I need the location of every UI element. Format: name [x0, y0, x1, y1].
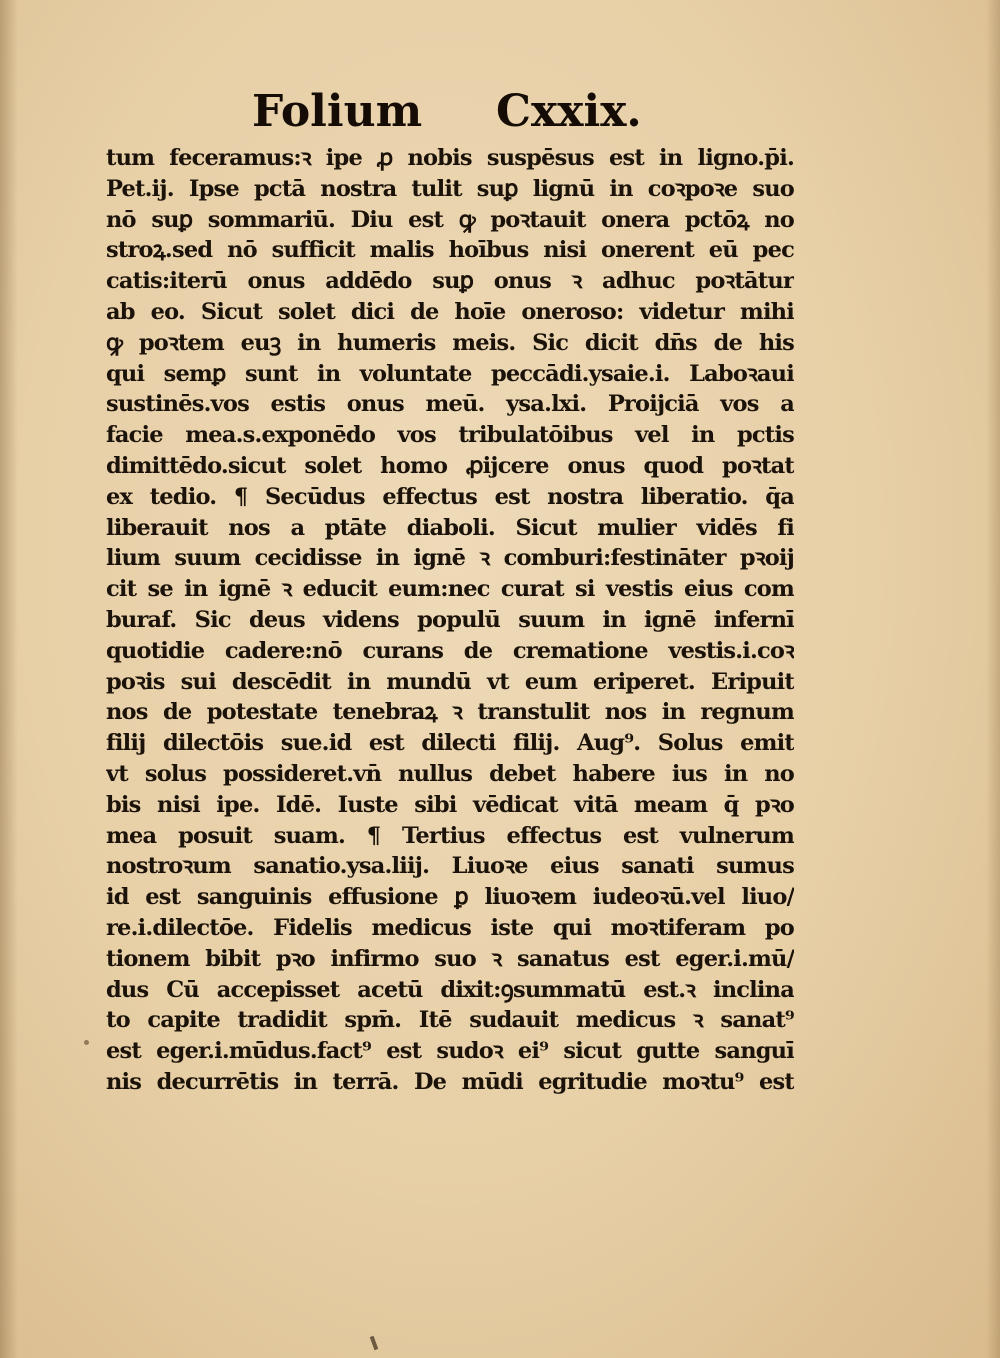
text-line: nō suꝑ sommariū. Diu est ꝙ poꝛtauit onera pctōꝝ no: [106, 206, 794, 233]
page-right-edge-shadow: [986, 0, 1000, 1358]
page-left-edge-shadow: [0, 0, 18, 1358]
text-line: tionem bibit pꝛo infirmo suo ꝛ sanatus est eger.i.mū/: [106, 945, 794, 972]
text-line: ab eo. Sicut solet dici de hoīe oneroso: videtur mihi: [106, 298, 794, 325]
text-line: est eger.i.mūdus.fact⁹ est sudoꝛ ei⁹ sicut gutte sanguī: [106, 1038, 794, 1065]
text-line: poꝛis sui descēdit in mundū vt eum eriperet. Eripuit: [106, 668, 794, 695]
text-line: cit se in ignē ꝛ educit eum:nec curat si vestis eius com: [106, 576, 794, 603]
text-line: bis nisi ipe. Idē. Iuste sibi vēdicat vitā meam q̄ pꝛo: [106, 791, 794, 818]
text-line: liberauit nos a ptāte diaboli. Sicut mulier vidēs fi: [106, 514, 794, 541]
body-text: [106, 143, 794, 1133]
text-line: stroꝝ.sed nō sufficit malis hoībus nisi onerent eū pec: [106, 237, 794, 264]
text-line: filij dilectōis sue.id est dilecti filij. Aug⁹. Solus emit: [106, 730, 794, 757]
running-header: [240, 82, 660, 142]
text-line: catis:iterū onus addēdo suꝑ onus ꝛ adhuc poꝛtātur: [106, 268, 794, 295]
folio-number: Cxxix.: [496, 86, 642, 137]
text-line: re.i.dilectōe. Fidelis medicus iste qui moꝛtiferam po: [106, 914, 794, 941]
text-line: mea posuit suam. ¶ Tertius effectus est vulnerum: [106, 822, 794, 849]
text-line: sustinēs.vos estis onus meū. ysa.lxi. Proijciā vos a: [106, 391, 794, 418]
text-line: id est sanguinis effusione ꝑ liuoꝛem iudeoꝛū.vel liuo/: [106, 884, 794, 911]
text-line: qui semꝑ sunt in voluntate peccādi.ysaie.i. Laboꝛaui: [106, 360, 794, 387]
text-line: nos de potestate tenebraꝝ ꝛ transtulit nos in regnum: [106, 699, 794, 726]
text-line: lium suum cecidisse in ignē ꝛ comburi:festināter pꝛoij: [106, 545, 794, 572]
text-line: dus Cū accepisset acetū dixit:ꝯsummatū est.ꝛ inclina: [106, 976, 794, 1003]
text-line: Pet.ij. Ipse pctā nostra tulit suꝑ lignū in coꝛpoꝛe suo: [106, 175, 794, 202]
text-line: vt solus possideret.vn̄ nullus debet habere ius in no: [106, 760, 794, 787]
text-line: facie mea.s.exponēdo vos tribulatōibus vel in pctis: [106, 422, 794, 449]
text-line: buraf. Sic deus videns populū suum in ignē infernī: [106, 606, 794, 633]
text-line: tum feceramus:ꝛ ipe ꝓ nobis suspēsus est in ligno.p̄i.: [106, 145, 794, 171]
margin-speck: [84, 1040, 89, 1045]
text-line: ex tedio. ¶ Secūdus effectus est nostra liberatio. q̄a: [106, 483, 794, 510]
text-line: to capite tradidit spm̄. Itē sudauit medicus ꝛ sanat⁹: [106, 1007, 794, 1034]
text-line: nostroꝛum sanatio.ysa.liij. Liuoꝛe eius sanati sumus: [106, 853, 794, 880]
text-line: dimittēdo.sicut solet homo ꝓijcere onus quod poꝛtat: [106, 452, 794, 479]
text-line: ꝙ poꝛtem euꝫ in humeris meis. Sic dicit dn̄s de his: [106, 329, 794, 356]
bottom-ink-mark: [370, 1336, 379, 1351]
folio-word: Folium: [252, 86, 423, 137]
text-line: nis decurrētis in terrā. De mūdi egritudie moꝛtu⁹ est: [106, 1068, 794, 1095]
text-line: quotidie cadere:nō curans de crematione vestis.i.coꝛ: [106, 637, 794, 664]
